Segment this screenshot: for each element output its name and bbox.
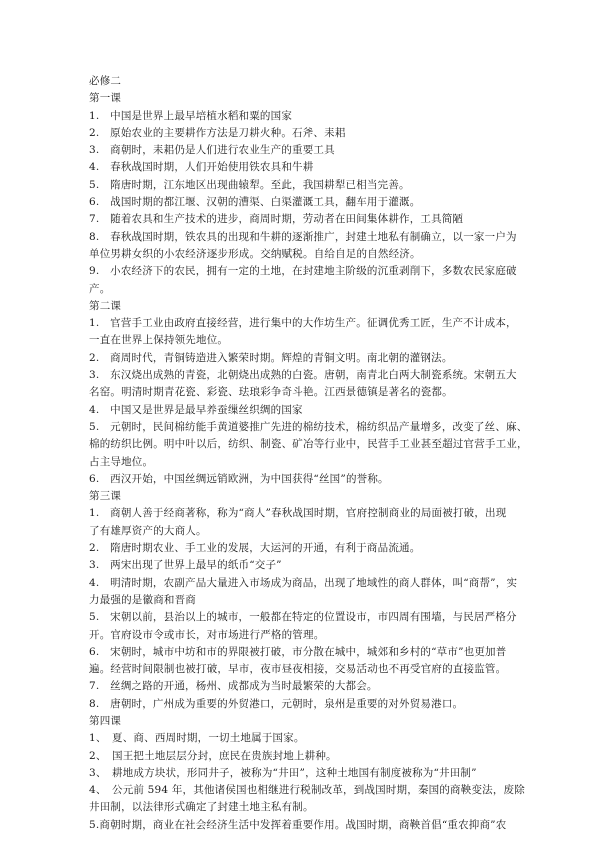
text-line: 8. 春秋战国时期，铁农具的出现和牛耕的逐渐推广，封建土地私有制确立，以一家一户为: [89, 230, 517, 243]
text-line: 一直在世界上保持领先地位。: [89, 334, 229, 347]
text-line: 3. 商朝时，耒耜仍是人们进行农业生产的重要工具: [89, 144, 335, 157]
text-line: 2、 国王把土地层层分封，庶民在贵族封地上耕种。: [89, 749, 337, 762]
text-line: 3、 耕地成方块状，形同井子，被称为“井田”，这种土地国有制度被称为“井田制”: [89, 766, 477, 779]
text-line: 4、 公元前 594 年，其他诸侯国也相继进行税制改革，到战国时期，秦国的商鞅变法，废除: [89, 784, 525, 797]
document-body: [89, 73, 528, 834]
text-line: 4. 春秋战国时期，人们开始使用铁农具和牛耕: [89, 161, 314, 174]
text-line: 7. 丝绸之路的开通，杨州、成都成为当时最繁荣的大都会。: [89, 680, 378, 693]
text-line: 棉的纺织比例。明中叶以后，纺织、制瓷、矿冶等行业中，民营手工业甚至超过官营手工业，: [89, 438, 528, 451]
text-line: 占主导地位。: [89, 455, 154, 468]
document-title: 必修二: [89, 75, 122, 87]
text-line: 了有雄厚资产的大商人。: [89, 524, 207, 537]
text-line: 6. 战国时期的都江堰、汉朝的漕渠、白渠灌溉工具，翻车用于灌溉。: [89, 196, 421, 209]
text-line: 8. 唐朝时，广州成为重要的外贸港口，元朝时，泉州是重要的对外贸易港口。: [89, 697, 464, 710]
text-line: 遍。经营时间限制也被打破，早市，夜市昼夜相接，交易活动也不再受官府的直接监管。: [89, 663, 507, 676]
text-line: 3. 东汉烧出成熟的青瓷，北朝烧出成熟的白瓷。唐朝，南青北白两大制瓷系统。宋朝五大: [89, 369, 517, 382]
text-line: 5. 宋朝以前，县治以上的城市，一般都在特定的位置设市，市四周有围墙，与民居严格分: [89, 611, 517, 624]
text-line: 5.商朝时期，商业在社会经济生活中发挥着重要作用。战国时期，商鞅首倡“重农抑商”农: [89, 818, 507, 831]
text-line: 4. 明清时期，农副产品大量进入市场成为商品，出现了地域性的商人群体，叫“商帮”，实: [89, 576, 518, 589]
text-line: 2. 原始农业的主要耕作方法是刀耕火种。石斧、耒耜: [89, 126, 346, 139]
text-line: 1. 官营手工业由政府直接经营，进行集中的大作坊生产。征调优秀工匠，生产不计成本，: [89, 317, 517, 330]
text-line: 单位男耕女织的小农经济逐步形成。交纳赋税。自给自足的自然经济。: [89, 247, 421, 260]
text-line: 1. 商朝人善于经商著称，称为“商人”春秋战国时期，官府控制商业的局面被打破，出现: [89, 507, 507, 520]
lesson-heading: 第二课: [89, 299, 122, 312]
text-line: 井田制，以法律形式确定了封建土地主私有制。: [89, 801, 314, 814]
text-line: 1、 夏、商、西周时期，一切土地属于国家。: [89, 732, 305, 745]
text-line: 4. 中国又是世界是最早养蚕缫丝织绸的国家: [89, 403, 303, 416]
text-line: 9. 小农经济下的农民，拥有一定的土地，在封建地主阶级的沉重剥削下，多数农民家庭破: [89, 265, 517, 278]
lesson-heading: 第三课: [89, 490, 122, 503]
text-line: 名窑。明清时期青花瓷、彩瓷、珐琅彩争奇斗艳。江西景德镇是著名的瓷都。: [89, 386, 453, 399]
text-line: 产。: [89, 282, 111, 295]
text-line: 开。官府设市令或市长，对市场进行严格的管理。: [89, 628, 325, 641]
text-line: 2. 商周时代，青铜铸造进入繁荣时期。辉煌的青铜文明。南北朝的灌钢法。: [89, 351, 453, 364]
lesson-heading: 第四课: [89, 714, 122, 727]
text-line: 6. 西汉开始，中国丝绸远销欧洲，为中国获得“丝国”的誉称。: [89, 472, 389, 485]
text-line: 力最强的是徽商和晋商: [89, 593, 196, 606]
text-line: 3. 两宋出现了世界上最早的纸币“交子”: [89, 559, 282, 572]
text-line: 5. 隋唐时期，江东地区出现曲辕犁。至此，我国耕犁已相当完善。: [89, 178, 410, 191]
text-line: 5. 元朝时，民间棉纺能手黄道婆推广先进的棉纺技术，棉纺织品产量增多，改变了丝、麻、: [89, 420, 528, 433]
text-line: 6. 宋朝时，城市中坊和市的界限被打破，市分散在城中，城郊和乡村的“草市”也更加普: [89, 645, 507, 658]
text-line: 7. 随着农具和生产技术的进步，商周时期，劳动者在田间集体耕作，工具简陋: [89, 213, 464, 226]
text-line: 2. 隋唐时期农业、手工业的发展，大运河的开通，有利于商品流通。: [89, 542, 421, 555]
lesson-heading: 第一课: [89, 92, 122, 105]
text-line: 1. 中国是世界上最早培植水稻和粟的国家: [89, 109, 293, 122]
